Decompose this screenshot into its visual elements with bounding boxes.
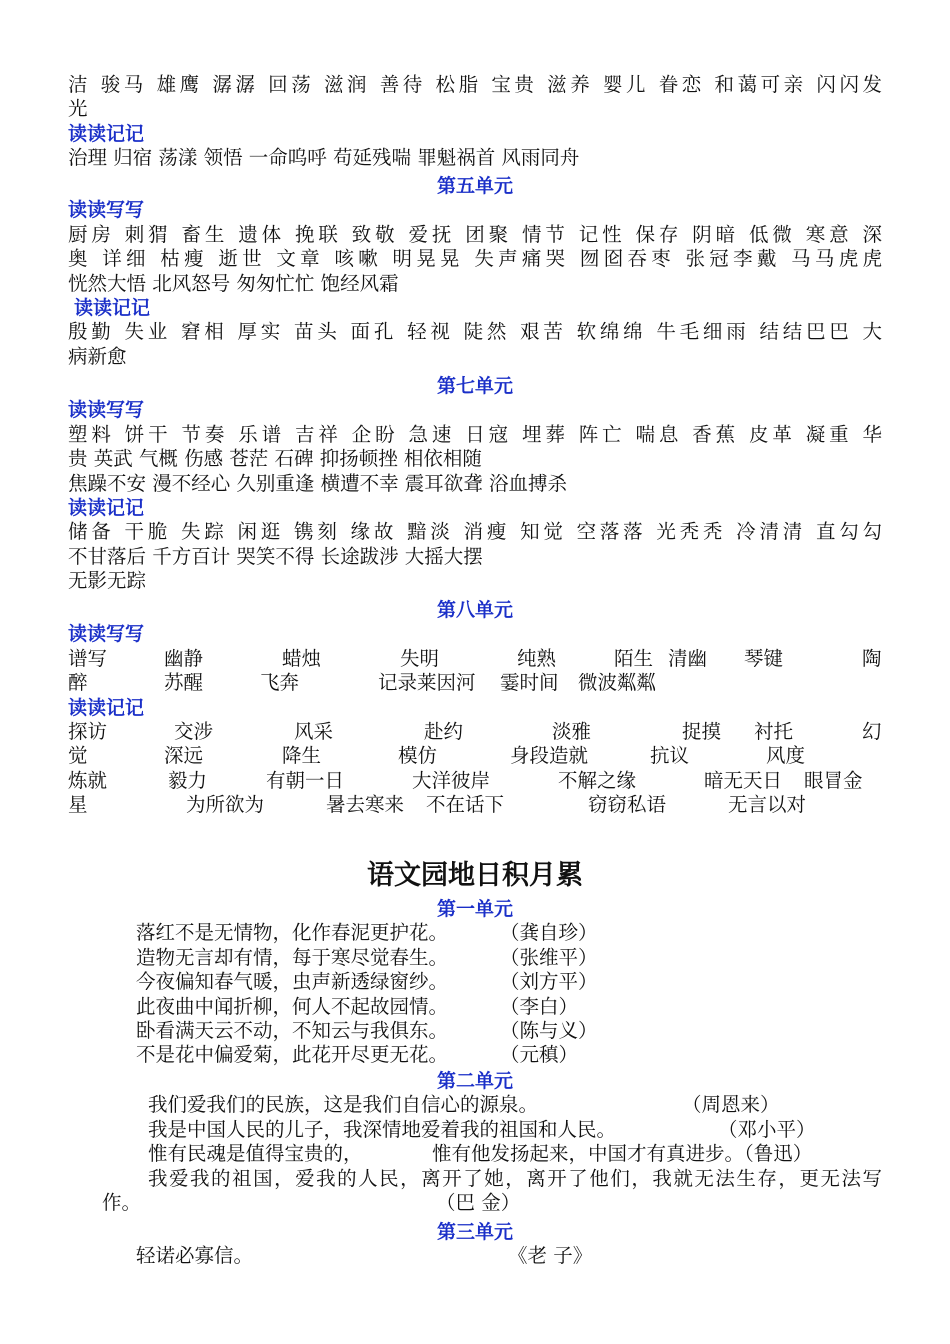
yuanwen-unit-2 xyxy=(68,1069,882,1215)
quote-text: 此夜曲中闻折柳，何人不起故园情。 xyxy=(136,994,449,1018)
quote-text: 惟有他发扬起来，中国才有真进步。（鲁迅） xyxy=(432,1142,813,1166)
subheading-dudujiji: 读读记记 xyxy=(68,696,145,719)
quote-author: 《老 子》 xyxy=(508,1244,593,1268)
word-row xyxy=(68,671,882,695)
word: 陌生 xyxy=(614,646,654,670)
word-row xyxy=(68,720,882,744)
word: 降生 xyxy=(282,744,322,768)
quote-author: （刘方平） xyxy=(500,970,598,994)
word-row xyxy=(68,793,882,817)
word-line: 洁 骏马 雄鹰 潺潺 回荡 滋润 善待 松脂 宝贵 滋养 婴儿 眷恋 和蔼可亲 闪闪发 xyxy=(68,73,882,96)
quote-line xyxy=(68,995,882,1019)
quote-author: （周恩来） xyxy=(682,1093,780,1117)
quote-author: （陈与义） xyxy=(500,1018,598,1042)
quote-author: （元稹） xyxy=(500,1043,579,1067)
word: 幽静 xyxy=(164,646,204,670)
word: 衬托 xyxy=(754,720,794,743)
word: 觉 xyxy=(68,744,88,768)
word-row xyxy=(68,769,882,793)
quote-text: 我们爱我们的民族，这是我们自信心的源泉。 xyxy=(148,1093,539,1117)
word: 不解之缘 xyxy=(558,768,637,792)
word-line: 厨房 刺猬 畜生 遗体 挽联 致敬 爱抚 团聚 情节 记性 保存 阴暗 低微 寒意 深 xyxy=(68,222,882,246)
quote-text: 我爱我的祖国，爱我的人民，离开了她，离开了他们，我就无法生存，更无法写 xyxy=(148,1166,882,1190)
quote-author: （龚自珍） xyxy=(500,921,598,945)
word: 眼冒金 xyxy=(804,768,863,792)
unit-8-section xyxy=(68,598,882,818)
word: 赴约 xyxy=(424,720,464,743)
word: 幻 xyxy=(862,720,882,743)
word: 飞奔 xyxy=(260,671,300,695)
unit-title: 第三单元 xyxy=(436,1221,513,1243)
quote-text: 今夜偏知春气暖，虫声新透绿窗纱。 xyxy=(136,970,449,994)
page-title: 语文园地日积月累 xyxy=(367,860,583,891)
word: 模仿 xyxy=(398,744,438,768)
subheading-dudujiji: 读读记记 xyxy=(74,297,151,319)
word: 醉 xyxy=(68,671,88,695)
word: 抗议 xyxy=(650,744,690,768)
word-line: 焦躁不安 漫不经心 久别重逢 横遭不幸 震耳欲聋 浴血搏杀 xyxy=(68,471,567,495)
word: 苏醒 xyxy=(164,671,204,695)
quote-line xyxy=(68,921,882,945)
word: 探访 xyxy=(68,720,108,743)
quote-text: 不是花中偏爱菊，此花开尽更无花。 xyxy=(136,1043,449,1067)
word: 淡雅 xyxy=(552,720,592,743)
quote-text: 惟有民魂是值得宝贵的， xyxy=(148,1142,363,1166)
word: 陶 xyxy=(862,646,882,670)
top-section xyxy=(68,73,882,171)
word-line: 无影无踪 xyxy=(68,569,147,593)
quote-line xyxy=(68,1191,882,1215)
subheading-duduxiexie: 读读写写 xyxy=(68,199,145,222)
quote-text: 落红不是无情物，化作春泥更护花。 xyxy=(136,921,449,945)
unit-title: 第五单元 xyxy=(436,175,513,197)
quote-text: 作。 xyxy=(102,1190,142,1214)
quote-text: 我是中国人民的儿子，我深情地爱着我的祖国和人民。 xyxy=(148,1117,617,1141)
unit-7-section xyxy=(68,374,882,594)
word: 为所欲为 xyxy=(186,793,265,817)
quote-author: （张维平） xyxy=(500,945,598,969)
yuanwen-unit-1 xyxy=(68,897,882,1068)
word: 记录莱因河 xyxy=(378,671,476,695)
subheading-dudujiji: 读读记记 xyxy=(68,122,145,145)
word: 微波粼粼 xyxy=(578,671,657,695)
unit-title: 第八单元 xyxy=(436,599,513,621)
quote-author: （李白） xyxy=(500,994,579,1018)
word-line: 治理 归宿 荡漾 领悟 一命呜呼 苟延残喘 罪魁祸首 风雨同舟 xyxy=(68,146,580,170)
unit-title: 第二单元 xyxy=(436,1070,513,1092)
word: 星 xyxy=(68,793,88,817)
word-line: 病新愈 xyxy=(68,344,127,368)
word-line: 恍然大悟 北风怒号 匆匆忙忙 饱经风霜 xyxy=(68,271,399,295)
word: 暑去寒来 xyxy=(326,793,405,817)
quote-line xyxy=(68,1244,882,1268)
word: 风度 xyxy=(766,744,806,768)
unit-title: 第七单元 xyxy=(436,375,513,397)
quote-line xyxy=(68,946,882,970)
quote-line xyxy=(68,1118,882,1142)
word: 谱写 xyxy=(68,646,108,670)
quote-author: （邓小平） xyxy=(718,1117,816,1141)
word: 炼就 xyxy=(68,768,108,792)
word: 暗无天日 xyxy=(704,768,783,792)
yuanwen-unit-3 xyxy=(68,1220,882,1269)
word: 不在话下 xyxy=(426,793,505,817)
word: 风采 xyxy=(294,720,334,743)
word: 无言以对 xyxy=(728,793,807,817)
word: 交涉 xyxy=(174,720,214,743)
quote-author: （巴 金） xyxy=(436,1190,521,1214)
word: 身段造就 xyxy=(510,744,589,768)
word: 失明 xyxy=(400,646,440,670)
quote-line xyxy=(68,970,882,994)
quote-text: 轻诺必寡信。 xyxy=(136,1244,254,1268)
word-line: 塑料 饼干 节奏 乐谱 吉祥 企盼 急速 日寇 埋葬 阵亡 喘息 香蕉 皮革 凝重 华 xyxy=(68,422,882,446)
quote-line xyxy=(68,1142,882,1166)
word: 蜡烛 xyxy=(282,646,322,670)
quote-text: 卧看满天云不动，不知云与我俱东。 xyxy=(136,1018,449,1042)
word-line: 不甘落后 千方百计 哭笑不得 长途跋涉 大摇大摆 xyxy=(68,544,483,568)
word: 毅力 xyxy=(168,768,208,792)
word-row xyxy=(68,744,882,768)
word: 清幽 xyxy=(668,646,708,670)
word: 霎时间 xyxy=(500,671,559,695)
quote-line xyxy=(68,1093,882,1117)
word-line: 殷勤 失业 窘相 厚实 苗头 面孔 轻视 陡然 艰苦 软绵绵 牛毛细雨 结结巴巴 大 xyxy=(68,320,882,344)
word: 深远 xyxy=(164,744,204,768)
unit-5-section xyxy=(68,174,882,369)
word: 有朝一日 xyxy=(266,768,345,792)
word-row xyxy=(68,647,882,671)
word-line: 贵 英武 气概 伤感 苍茫 石碑 抑扬顿挫 相依相随 xyxy=(68,447,482,471)
unit-title: 第一单元 xyxy=(436,898,513,920)
subheading-dudujiji: 读读记记 xyxy=(68,497,145,520)
word: 琴键 xyxy=(744,646,784,670)
word-line: 储备 干脆 失踪 闲逛 镌刻 缘故 黯淡 消瘦 知觉 空落落 光秃秃 冷清清 直勾勾 xyxy=(68,520,882,544)
word: 纯熟 xyxy=(517,646,557,670)
word-line: 光 xyxy=(68,97,88,121)
quote-line xyxy=(68,1043,882,1067)
quote-line xyxy=(68,1019,882,1043)
subheading-duduxiexie: 读读写写 xyxy=(68,623,145,646)
word-line: 奥 详细 枯瘦 逝世 文章 咳嗽 明晃晃 失声痛哭 囫囵吞枣 张冠李戴 马马虎虎 xyxy=(68,247,882,271)
word: 窃窃私语 xyxy=(588,793,667,817)
subheading-duduxiexie: 读读写写 xyxy=(68,399,145,422)
quote-text: 造物无言却有情，每于寒尽觉春生。 xyxy=(136,945,449,969)
word: 捉摸 xyxy=(682,720,722,743)
word: 大洋彼岸 xyxy=(412,768,491,792)
quote-line xyxy=(68,1167,882,1191)
